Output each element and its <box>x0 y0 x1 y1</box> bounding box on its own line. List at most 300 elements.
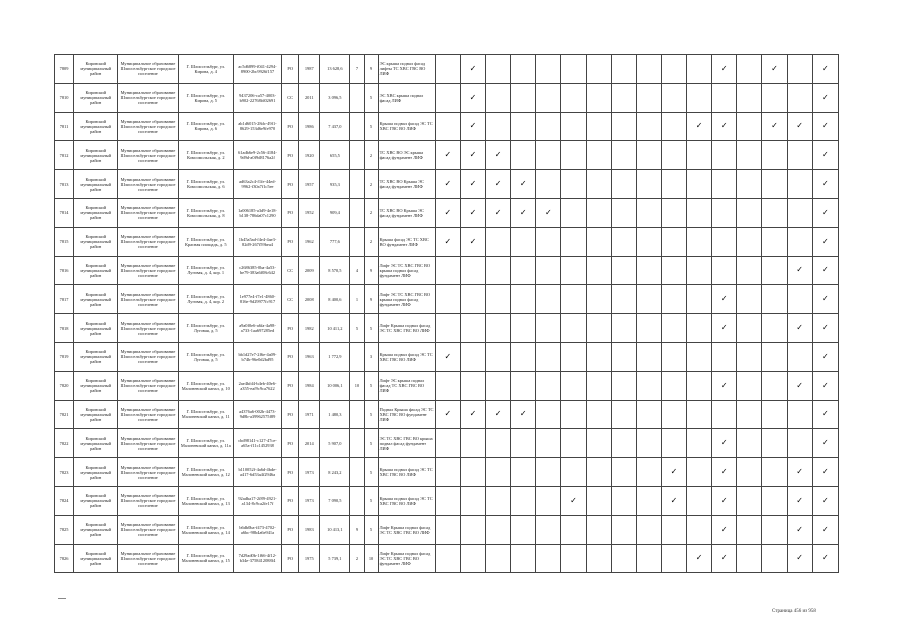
work-check-cell <box>561 458 586 487</box>
district-cell: Кировский муниципальный район <box>74 170 118 199</box>
work-check-cell <box>611 256 636 285</box>
area-cell: 5 907,0 <box>320 429 350 458</box>
guid-cell: 1b45a5ad-f4e4-4ae3-82d9-267f59bea4 <box>233 227 281 256</box>
guid-cell: bb1d27e7-2f6e-4a09-b74b-96e0d2bd95 <box>233 342 281 371</box>
work-check-cell <box>636 55 661 84</box>
works-cell: Крыша подвал фасад ЭС ТС ХВС ГВС ВО ЛИФ <box>378 342 435 371</box>
floors-cell: 5 <box>364 400 378 429</box>
work-check-cell <box>536 198 561 227</box>
work-check-cell <box>561 342 586 371</box>
guid-cell: a9a0f0e6-a6fa-4a98-a733-1aa697285ed <box>233 314 281 343</box>
row-number: 7826 <box>55 544 74 573</box>
work-check-cell <box>561 486 586 515</box>
table-row <box>55 544 839 573</box>
work-check-cell <box>687 55 712 84</box>
district-cell: Кировский муниципальный район <box>74 141 118 170</box>
work-check-cell <box>435 458 460 487</box>
work-check-cell <box>511 515 536 544</box>
work-check-cell <box>737 55 762 84</box>
work-check-cell <box>762 458 787 487</box>
work-check-cell <box>435 55 460 84</box>
work-check-cell <box>435 342 460 371</box>
work-check-cell <box>536 55 561 84</box>
work-check-cell <box>687 285 712 314</box>
work-check-cell <box>787 314 812 343</box>
work-check-cell <box>762 141 787 170</box>
work-check-cell <box>636 371 661 400</box>
address-cell: Г. Шлиссельбург, ул. Малоневский канал, д. 15 <box>178 544 233 573</box>
work-check-cell <box>737 198 762 227</box>
floors-cell: 2 <box>364 170 378 199</box>
checkmark-icon: ✓ <box>444 351 452 361</box>
work-check-cell <box>712 285 737 314</box>
area-cell: 7 090,5 <box>320 486 350 515</box>
work-check-cell <box>687 170 712 199</box>
works-cell: ЭС крыша подвал фасад лифты ТС ХВС ГВС ВО ЛИФ <box>378 55 435 84</box>
work-check-cell <box>486 112 511 141</box>
work-check-cell <box>611 458 636 487</box>
work-check-cell <box>712 371 737 400</box>
checkmark-icon: ✓ <box>822 265 829 275</box>
work-check-cell <box>435 314 460 343</box>
work-check-cell <box>636 429 661 458</box>
municipality-cell: Муниципальное образование Шлиссельбургское городское поселение <box>118 170 178 199</box>
work-check-cell <box>486 400 511 429</box>
work-check-cell <box>511 256 536 285</box>
municipality-cell: Муниципальное образование Шлиссельбургское городское поселение <box>118 198 178 227</box>
material-cell: РО <box>282 342 299 371</box>
lifts-cell <box>350 198 364 227</box>
municipality-cell: Муниципальное образование Шлиссельбургское городское поселение <box>118 371 178 400</box>
area-cell: 3 096,5 <box>320 83 350 112</box>
work-check-cell <box>712 544 737 573</box>
work-check-cell <box>762 486 787 515</box>
checkmark-icon: ✓ <box>494 150 502 160</box>
work-check-cell <box>460 544 485 573</box>
work-check-cell <box>611 198 636 227</box>
row-number: 7825 <box>55 515 74 544</box>
checkmark-icon: ✓ <box>822 121 829 131</box>
work-check-cell <box>536 83 561 112</box>
work-check-cell <box>687 141 712 170</box>
checkmark-icon: ✓ <box>519 207 527 217</box>
work-check-cell <box>636 83 661 112</box>
work-check-cell <box>561 112 586 141</box>
work-check-cell <box>712 256 737 285</box>
work-check-cell <box>561 515 586 544</box>
work-check-cell <box>812 515 838 544</box>
address-cell: Г. Шлиссельбург, ул. Малоневский канал, д. 11 <box>178 400 233 429</box>
checkmark-icon: ✓ <box>796 121 803 131</box>
material-cell: РО <box>282 314 299 343</box>
table-row <box>55 400 839 429</box>
work-check-cell <box>661 55 686 84</box>
work-check-cell <box>636 515 661 544</box>
work-check-cell <box>435 141 460 170</box>
work-check-cell <box>812 227 838 256</box>
work-check-cell <box>661 342 686 371</box>
checkmark-icon: ✓ <box>822 467 829 477</box>
work-check-cell <box>486 141 511 170</box>
work-check-cell <box>460 515 485 544</box>
work-check-cell <box>435 170 460 199</box>
work-check-cell <box>586 55 611 84</box>
year-cell: 1986 <box>299 112 320 141</box>
work-check-cell <box>812 170 838 199</box>
floors-cell: 5 <box>364 314 378 343</box>
works-cell: Крыша подвал фасад ЭС ТС ХВС ГВС ВО ЛИФ <box>378 486 435 515</box>
work-check-cell <box>460 141 485 170</box>
year-cell: 1973 <box>299 458 320 487</box>
checkmark-icon: ✓ <box>822 438 829 448</box>
checkmark-icon: ✓ <box>822 294 829 304</box>
table-row <box>55 285 839 314</box>
works-cell: ТС ХВС ВО Крыша ЭС фасад фундамент ЛИФ <box>378 170 435 199</box>
lifts-cell: 1 <box>350 285 364 314</box>
work-check-cell <box>561 83 586 112</box>
work-check-cell <box>460 458 485 487</box>
area-cell: 1 772,9 <box>320 342 350 371</box>
work-check-cell <box>787 112 812 141</box>
floors-cell: 5 <box>364 486 378 515</box>
lifts-cell: 5 <box>350 314 364 343</box>
year-cell: 1975 <box>299 544 320 573</box>
work-check-cell <box>511 314 536 343</box>
district-cell: Кировский муниципальный район <box>74 55 118 84</box>
work-check-cell <box>787 515 812 544</box>
work-check-cell <box>511 429 536 458</box>
work-check-cell <box>636 400 661 429</box>
municipality-cell: Муниципальное образование Шлиссельбургское городское поселение <box>118 429 178 458</box>
guid-cell: 7d29ad0b-1f66-4f12-b34e-3758412088f4 <box>233 544 281 573</box>
table-row <box>55 486 839 515</box>
row-number: 7809 <box>55 55 74 84</box>
work-check-cell <box>486 371 511 400</box>
work-check-cell <box>511 486 536 515</box>
work-check-cell <box>812 314 838 343</box>
work-check-cell <box>812 429 838 458</box>
checkmark-icon: ✓ <box>444 207 452 217</box>
work-check-cell <box>536 342 561 371</box>
work-check-cell <box>435 198 460 227</box>
work-check-cell <box>712 486 737 515</box>
address-cell: Г. Шлиссельбург, ул. Кирова, д. 6 <box>178 112 233 141</box>
checkmark-icon: ✓ <box>670 495 678 505</box>
work-check-cell <box>586 515 611 544</box>
work-check-cell <box>511 198 536 227</box>
work-check-cell <box>536 429 561 458</box>
work-check-cell <box>460 170 485 199</box>
work-check-cell <box>586 256 611 285</box>
address-cell: Г. Шлиссельбург, ул. Кирова, д. 4 <box>178 55 233 84</box>
checkmark-icon: ✓ <box>796 323 803 333</box>
address-cell: Г. Шлиссельбург, ул. Комсомольская, д. 2 <box>178 141 233 170</box>
work-check-cell <box>661 285 686 314</box>
work-check-cell <box>611 544 636 573</box>
work-check-cell <box>460 198 485 227</box>
guid-cell: 92adba17-2f89-4921-a134-8c9ca2fe17f <box>233 486 281 515</box>
material-cell: РО <box>282 458 299 487</box>
work-check-cell <box>536 458 561 487</box>
work-check-cell <box>762 515 787 544</box>
material-cell: СС <box>282 285 299 314</box>
page-footer: Страница 456 из 958 <box>772 609 816 614</box>
work-check-cell <box>737 429 762 458</box>
work-check-cell <box>611 371 636 400</box>
year-cell: 1963 <box>299 342 320 371</box>
work-check-cell <box>737 83 762 112</box>
district-cell: Кировский муниципальный район <box>74 486 118 515</box>
work-check-cell <box>586 429 611 458</box>
works-cell: ТС ХВС ВО ЭС крыша фасад фундамент ЛИФ <box>378 141 435 170</box>
work-check-cell <box>511 400 536 429</box>
work-check-cell <box>611 227 636 256</box>
municipality-cell: Муниципальное образование Шлиссельбургское городское поселение <box>118 458 178 487</box>
checkmark-icon: ✓ <box>469 179 477 189</box>
work-check-cell <box>787 371 812 400</box>
guid-cell: ac5d6899-f041-4294-8900-2bc9926f157 <box>233 55 281 84</box>
address-cell: Г. Шлиссельбург, ул. Малоневский канал, д. 14 <box>178 515 233 544</box>
work-check-cell <box>611 400 636 429</box>
work-check-cell <box>687 112 712 141</box>
work-check-cell <box>486 314 511 343</box>
lifts-cell <box>350 458 364 487</box>
work-check-cell <box>435 429 460 458</box>
work-check-cell <box>536 256 561 285</box>
work-check-cell <box>687 342 712 371</box>
checkmark-icon: ✓ <box>720 121 728 131</box>
work-check-cell <box>687 458 712 487</box>
row-number: 7812 <box>55 141 74 170</box>
work-check-cell <box>636 256 661 285</box>
work-check-cell <box>661 371 686 400</box>
checkmark-icon: ✓ <box>494 179 502 189</box>
margin-mark <box>58 598 66 599</box>
checkmark-icon: ✓ <box>720 467 728 477</box>
checkmark-icon: ✓ <box>469 63 477 73</box>
work-check-cell <box>661 544 686 573</box>
checkmark-icon: ✓ <box>822 380 829 390</box>
work-check-cell <box>737 400 762 429</box>
work-check-cell <box>536 314 561 343</box>
guid-cell: 1e977e4-f7e1-4860-816e-9d29977fc917 <box>233 285 281 314</box>
area-cell: 10 006,1 <box>320 371 350 400</box>
work-check-cell <box>611 170 636 199</box>
work-check-cell <box>586 371 611 400</box>
work-check-cell <box>486 55 511 84</box>
work-check-cell <box>636 285 661 314</box>
material-cell: СС <box>282 256 299 285</box>
work-check-cell <box>661 170 686 199</box>
material-cell: РО <box>282 227 299 256</box>
work-check-cell <box>712 515 737 544</box>
work-check-cell <box>511 170 536 199</box>
row-number: 7816 <box>55 256 74 285</box>
work-check-cell <box>687 314 712 343</box>
area-cell: 8 400,6 <box>320 285 350 314</box>
work-check-cell <box>812 198 838 227</box>
work-check-cell <box>460 256 485 285</box>
checkmark-icon: ✓ <box>444 236 452 246</box>
material-cell: РО <box>282 429 299 458</box>
work-check-cell <box>812 256 838 285</box>
checkmark-icon: ✓ <box>494 409 502 419</box>
checkmark-icon: ✓ <box>822 179 829 189</box>
work-check-cell <box>611 83 636 112</box>
work-check-cell <box>435 371 460 400</box>
checkmark-icon: ✓ <box>570 495 577 505</box>
work-check-cell <box>511 544 536 573</box>
table-row <box>55 83 839 112</box>
checkmark-icon: ✓ <box>720 438 728 448</box>
checkmark-icon: ✓ <box>771 121 778 131</box>
lifts-cell <box>350 170 364 199</box>
work-check-cell <box>687 371 712 400</box>
area-cell: 7 437,0 <box>320 112 350 141</box>
work-check-cell <box>586 112 611 141</box>
work-check-cell <box>737 256 762 285</box>
work-check-cell <box>687 256 712 285</box>
lifts-cell <box>350 112 364 141</box>
checkmark-icon: ✓ <box>444 179 452 189</box>
checkmark-icon: ✓ <box>444 409 452 419</box>
floors-cell: 2 <box>364 227 378 256</box>
area-cell: 8 570,5 <box>320 256 350 285</box>
work-check-cell <box>486 227 511 256</box>
work-check-cell <box>661 486 686 515</box>
work-check-cell <box>460 486 485 515</box>
checkmark-icon: ✓ <box>796 380 803 390</box>
work-check-cell <box>536 285 561 314</box>
work-check-cell <box>511 227 536 256</box>
works-cell: Крыша подвал фасад ЭС ТС ХВС ГВС ВО ЛИФ <box>378 112 435 141</box>
work-check-cell <box>636 342 661 371</box>
work-check-cell <box>486 256 511 285</box>
work-check-cell <box>460 342 485 371</box>
floors-cell: 9 <box>364 285 378 314</box>
works-cell: ЭС ТС ХВС ГВС ВО крыша подвал фасад фундамент ЛИФ <box>378 429 435 458</box>
work-check-cell <box>460 112 485 141</box>
year-cell: 1971 <box>299 400 320 429</box>
checkmark-icon: ✓ <box>720 524 728 534</box>
work-check-cell <box>762 198 787 227</box>
work-check-cell <box>586 285 611 314</box>
municipality-cell: Муниципальное образование Шлиссельбургское городское поселение <box>118 83 178 112</box>
checkmark-icon: ✓ <box>796 495 803 505</box>
address-cell: Г. Шлиссельбург, ул. Комсомольская, д. 6 <box>178 170 233 199</box>
work-check-cell <box>486 486 511 515</box>
work-check-cell <box>561 141 586 170</box>
guid-cell: c2686385-0ba-4a53-be79-383a6f08c642 <box>233 256 281 285</box>
work-check-cell <box>486 429 511 458</box>
work-check-cell <box>460 314 485 343</box>
work-check-cell <box>486 458 511 487</box>
row-number: 7815 <box>55 227 74 256</box>
work-check-cell <box>435 227 460 256</box>
district-cell: Кировский муниципальный район <box>74 371 118 400</box>
row-number: 7813 <box>55 170 74 199</box>
checkmark-icon: ✓ <box>822 495 829 505</box>
guid-cell: 9437206-ca57-4003-b902-22768fd02691 <box>233 83 281 112</box>
work-check-cell <box>460 227 485 256</box>
floors-cell: 10 <box>364 544 378 573</box>
work-check-cell <box>787 256 812 285</box>
work-check-cell <box>636 141 661 170</box>
row-number: 7811 <box>55 112 74 141</box>
work-check-cell <box>486 198 511 227</box>
work-check-cell <box>435 515 460 544</box>
work-check-cell <box>661 429 686 458</box>
checkmark-icon: ✓ <box>469 121 477 131</box>
work-check-cell <box>536 170 561 199</box>
material-cell: СС <box>282 83 299 112</box>
work-check-cell <box>536 400 561 429</box>
table-row <box>55 515 839 544</box>
material-cell: РО <box>282 55 299 84</box>
checkmark-icon: ✓ <box>695 553 703 563</box>
work-check-cell <box>561 256 586 285</box>
work-check-cell <box>661 256 686 285</box>
checkmark-icon: ✓ <box>796 553 803 563</box>
work-check-cell <box>712 83 737 112</box>
municipality-cell: Муниципальное образование Шлиссельбургское городское поселение <box>118 400 178 429</box>
municipality-cell: Муниципальное образование Шлиссельбургское городское поселение <box>118 227 178 256</box>
guid-cell: 61adb6e9-2c56-4184-9d9d-a0f9d8176a2f <box>233 141 281 170</box>
district-cell: Кировский муниципальный район <box>74 314 118 343</box>
area-cell: 13 628,6 <box>320 55 350 84</box>
lifts-cell: 2 <box>350 544 364 573</box>
works-cell: Лифт Крыша подвал фасад ЭС ТС ХВС ГВС ВО фундамент ЛИФ <box>378 544 435 573</box>
lifts-cell: 10 <box>350 371 364 400</box>
checkmark-icon: ✓ <box>822 63 829 73</box>
work-check-cell <box>687 429 712 458</box>
work-check-cell <box>687 515 712 544</box>
municipality-cell: Муниципальное образование Шлиссельбургское городское поселение <box>118 55 178 84</box>
checkmark-icon: ✓ <box>519 179 527 189</box>
work-check-cell <box>712 429 737 458</box>
row-number: 7810 <box>55 83 74 112</box>
work-check-cell <box>586 544 611 573</box>
area-cell: 935,3 <box>320 170 350 199</box>
table-row <box>55 342 839 371</box>
work-check-cell <box>787 400 812 429</box>
address-cell: Г. Шлиссельбург, ул. Луговая, д. 4, кор. 2 <box>178 285 233 314</box>
work-check-cell <box>586 141 611 170</box>
work-check-cell <box>661 227 686 256</box>
district-cell: Кировский муниципальный район <box>74 198 118 227</box>
material-cell: РО <box>282 141 299 170</box>
work-check-cell <box>636 544 661 573</box>
work-check-cell <box>561 314 586 343</box>
work-check-cell <box>712 170 737 199</box>
work-check-cell <box>586 458 611 487</box>
work-check-cell <box>561 55 586 84</box>
municipality-cell: Муниципальное образование Шлиссельбургское городское поселение <box>118 256 178 285</box>
municipality-cell: Муниципальное образование Шлиссельбургское городское поселение <box>118 342 178 371</box>
row-number: 7818 <box>55 314 74 343</box>
work-check-cell <box>561 400 586 429</box>
checkmark-icon: ✓ <box>822 323 829 333</box>
floors-cell: 9 <box>364 256 378 285</box>
work-check-cell <box>536 141 561 170</box>
work-check-cell <box>787 544 812 573</box>
work-check-cell <box>712 314 737 343</box>
checkmark-icon: ✓ <box>720 553 728 563</box>
address-cell: Г. Шлиссельбург, ул. Малоневский канал, д. 10 <box>178 371 233 400</box>
work-check-cell <box>536 112 561 141</box>
district-cell: Кировский муниципальный район <box>74 285 118 314</box>
work-check-cell <box>511 83 536 112</box>
